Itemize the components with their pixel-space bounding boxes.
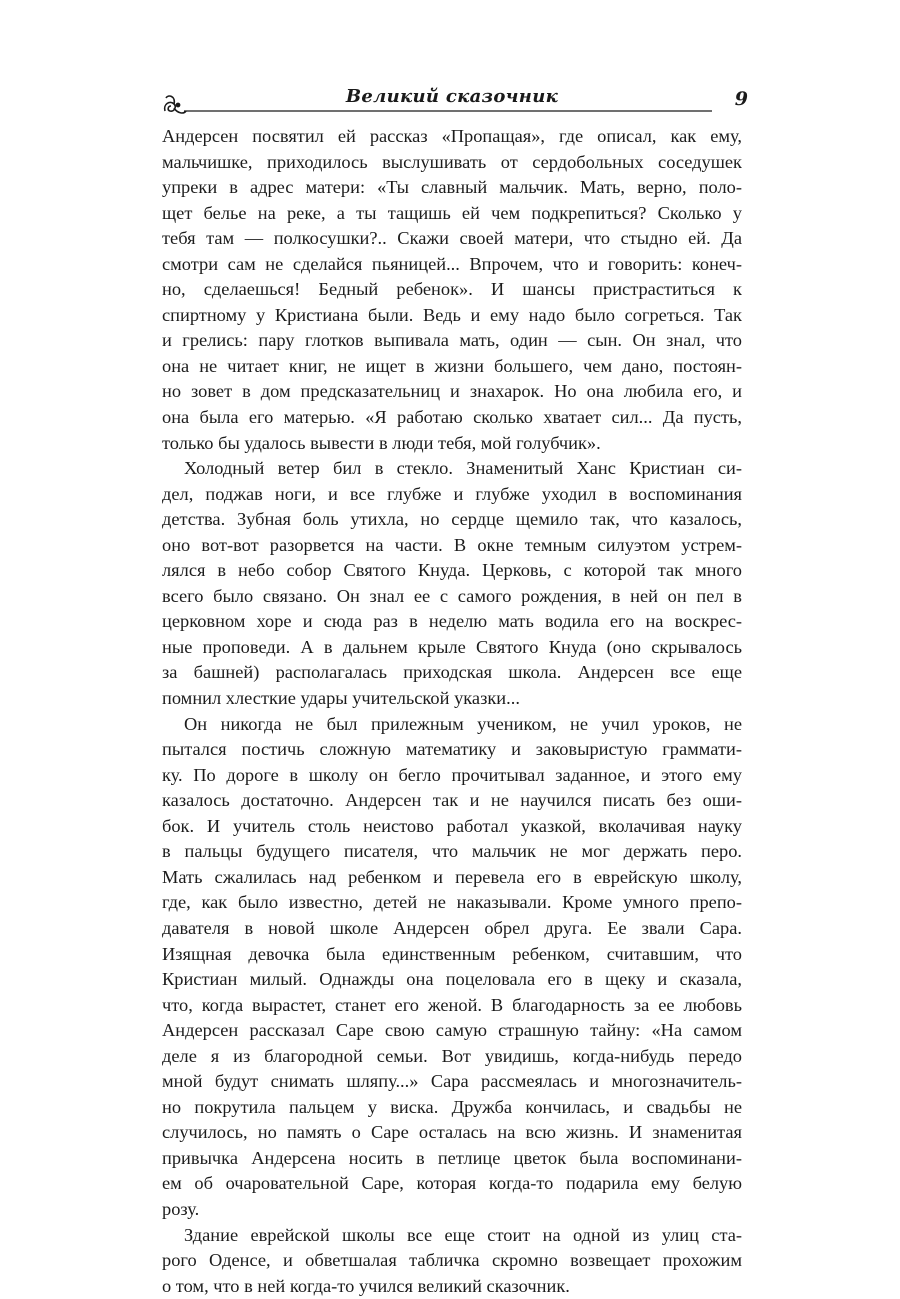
text-line: детства. Зубная боль утихла, но сердце щемило так, что казалось, <box>162 509 742 530</box>
text-line: Здание еврейской школы все еще стоит на одной из улиц ста- <box>184 1224 742 1245</box>
text-line: дел, поджав ноги, и все глубже и глубже уходил в воспоминания <box>162 483 742 504</box>
text-line: лялся в небо собор Святого Кнуда. Церковь, с которой так много <box>162 560 742 581</box>
text-line: и грелись: пару глотков выпивала мать, один — сын. Он знал, что <box>162 330 742 351</box>
paragraph <box>162 124 742 456</box>
text-line: щет белье на реке, а ты тащишь ей чем подкрепиться? Сколько у <box>162 202 742 223</box>
text-line: но зовет в дом предсказательниц и знахарок. Но она любила его, и <box>162 381 742 402</box>
text-line: где, как было известно, детей не наказывали. Кроме умного препо- <box>162 892 742 913</box>
text-line: ные проповеди. А в дальнем крыле Святого Кнуда (оно скрывалось <box>162 636 742 657</box>
header-title: Великий сказочник <box>345 86 559 107</box>
text-line: о том, что в ней когда-то учился великий сказочник. <box>162 1275 570 1296</box>
text-line: розу. <box>162 1198 200 1219</box>
text-line: помнил хлесткие удары учительской указки... <box>162 688 520 709</box>
text-line: всего было связано. Он знал ее с самого рождения, в ней он пел в <box>162 585 742 606</box>
text-line: но, сделаешься! Бедный ребенок». И шансы пристраститься к <box>162 279 742 300</box>
paragraph <box>162 712 742 1223</box>
text-line: Изящная девочка была единственным ребенком, считавшим, что <box>162 943 742 964</box>
text-line: мальчишке, приходилось выслушивать от сердобольных соседушек <box>162 151 742 172</box>
paragraph <box>162 1223 742 1299</box>
text-line: оно вот-вот разорвется на части. В окне темным силуэтом устрем- <box>162 534 742 555</box>
text-line: тебя там — полкосушки?.. Скажи своей матери, что стыдно ей. Да <box>162 228 742 249</box>
text-line: пытался постичь сложную математику и заковыристую граммати- <box>162 739 742 760</box>
text-line: рого Оденсе, и обветшалая табличка скромно возвещает прохожим <box>162 1250 742 1271</box>
text-line: упреки в адрес матери: «Ты славный мальчик. Мать, верно, поло- <box>162 177 742 198</box>
text-line: мной будут снимать шляпу...» Сара рассмеялась и многозначитель- <box>162 1071 742 1092</box>
body-text <box>162 124 742 1299</box>
running-header <box>162 84 742 118</box>
text-line: бок. И учитель столь неистово работал указкой, вколачивая науку <box>162 815 742 836</box>
text-line: давателя в новой школе Андерсен обрел друга. Ее звали Сара. <box>162 917 742 938</box>
text-line: Кристиан милый. Однажды она поцеловала его в щеку и сказала, <box>162 969 742 990</box>
text-line: церковном хоре и сюда раз в неделю мать водила его на воскрес- <box>162 611 742 632</box>
text-line: только бы удалось вывести в люди тебя, мой голубчик». <box>162 432 601 453</box>
text-line: смотри сам не сделайся пьяницей... Впрочем, что и говорить: конеч- <box>162 253 742 274</box>
text-line: за башней) располагалась приходская школа. Андерсен все еще <box>162 662 742 683</box>
paragraph <box>162 456 742 711</box>
text-line: что, когда вырастет, станет его женой. В благодарность за ее любовь <box>162 994 742 1015</box>
text-line: Мать сжалилась над ребенком и перевела его в еврейскую школу, <box>162 866 742 887</box>
text-line: ем об очаровательной Саре, которая когда-то подарила ему белую <box>162 1173 742 1194</box>
text-line: спиртному у Кристиана были. Ведь и ему надо было согреться. Так <box>162 304 742 325</box>
text-line: она была его матерью. «Я работаю сколько хватает сил... Да пусть, <box>162 407 742 428</box>
text-line: она не читает книг, не ищет в жизни большего, чем дано, постоян- <box>162 355 742 376</box>
text-line: но покрутила пальцем у виска. Дружба кончилась, и свадьбы не <box>162 1096 742 1117</box>
text-line: казалось достаточно. Андерсен так и не научился писать без оши- <box>162 790 742 811</box>
text-line: ку. По дороге в школу он бегло прочитывал заданное, и этого ему <box>162 764 742 785</box>
text-line: в пальцы будущего писателя, что мальчик не мог держать перо. <box>162 841 742 862</box>
text-line: Андерсен рассказал Саре свою самую страшную тайну: «На самом <box>162 1020 742 1041</box>
text-line: Холодный ветер бил в стекло. Знаменитый Ханс Кристиан си- <box>184 458 742 479</box>
text-line: привычка Андерсена носить в петлице цветок была воспоминани- <box>162 1147 742 1168</box>
text-line: случилось, но память о Саре осталась на всю жизнь. И знаменитая <box>162 1122 742 1143</box>
text-line: деле я из благородной семьи. Вот увидишь, когда-нибудь передо <box>162 1045 742 1066</box>
text-line: Он никогда не был прилежным учеником, не учил уроков, не <box>184 713 742 734</box>
page-number: 9 <box>734 88 748 110</box>
text-line: Андерсен посвятил ей рассказ «Пропащая», где описал, как ему, <box>162 126 742 146</box>
